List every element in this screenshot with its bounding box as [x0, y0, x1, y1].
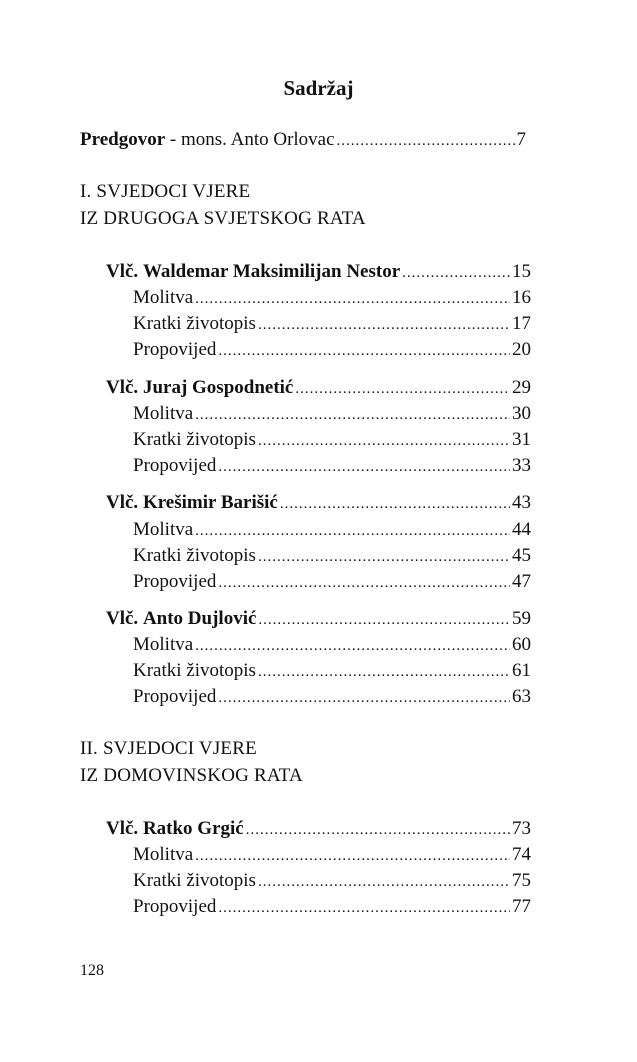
- toc-entry-sub: [133, 570, 531, 594]
- person-name: Krešimir Barišić: [142, 492, 278, 513]
- person-prefix: Vlč.: [106, 261, 139, 282]
- entry-label: Propovijed: [133, 571, 217, 592]
- toc-entry-sub: [133, 843, 531, 867]
- leader-dots: [258, 545, 510, 569]
- page-number: 60: [512, 634, 531, 655]
- toc-entry-sub: [133, 518, 531, 542]
- section-heading-line: II. SVJEDOCI VJERE: [80, 738, 257, 759]
- toc-entry-sub: [133, 685, 531, 709]
- leader-dots: [337, 129, 515, 153]
- person-prefix: Vlč.: [106, 818, 139, 839]
- toc-entry-person: [106, 376, 531, 400]
- toc-entry-sub: [133, 633, 531, 657]
- leader-dots: [195, 844, 510, 868]
- person-name: Waldemar Maksimilijan Nestor: [142, 261, 401, 282]
- page-number: 31: [512, 429, 531, 450]
- page-number: 61: [512, 660, 531, 681]
- leader-dots: [258, 870, 510, 894]
- leader-dots: [218, 896, 510, 920]
- page-number: 47: [512, 571, 531, 592]
- leader-dots: [258, 660, 510, 684]
- toc-entry-sub: [133, 544, 531, 568]
- toc-entry-sub: [133, 428, 531, 452]
- person-prefix: Vlč.: [106, 377, 139, 398]
- section-heading-1: [80, 178, 366, 232]
- entry-label: Propovijed: [133, 339, 217, 360]
- page-number: 73: [512, 818, 531, 839]
- page-number: 45: [512, 545, 531, 566]
- page-number: 59: [512, 608, 531, 629]
- page-folio: 128: [80, 962, 104, 979]
- section-heading-line: IZ DRUGOGA SVJETSKOG RATA: [80, 208, 366, 229]
- entry-label: Kratki životopis: [133, 870, 256, 891]
- page-number: 7: [516, 129, 526, 150]
- preface-title: Predgovor: [80, 129, 166, 150]
- page-number: 43: [512, 492, 531, 513]
- leader-dots: [195, 403, 510, 427]
- leader-dots: [258, 608, 510, 632]
- entry-label: Kratki životopis: [133, 545, 256, 566]
- entry-label: Molitva: [133, 287, 194, 308]
- page-number: 75: [512, 870, 531, 891]
- page-number: 17: [512, 313, 531, 334]
- entry-label: Kratki životopis: [133, 313, 256, 334]
- toc-entry-sub: [133, 659, 531, 683]
- leader-dots: [218, 571, 510, 595]
- person-name: Juraj Gospodnetić: [142, 377, 294, 398]
- entry-label: Molitva: [133, 403, 194, 424]
- toc-entry-person: [106, 491, 531, 515]
- entry-label: Molitva: [133, 844, 194, 865]
- entry-label: Kratki životopis: [133, 429, 256, 450]
- page-number: 16: [512, 287, 531, 308]
- page-number: 29: [512, 377, 531, 398]
- preface-author: - mons. Anto Orlovac: [165, 129, 335, 150]
- toc-entry-sub: [133, 895, 531, 919]
- entry-label: Kratki životopis: [133, 660, 256, 681]
- entry-label: Propovijed: [133, 896, 217, 917]
- section-heading-2: [80, 735, 303, 789]
- page-number: 44: [512, 519, 531, 540]
- leader-dots: [218, 686, 510, 710]
- toc-entry-sub: [133, 402, 531, 426]
- leader-dots: [246, 818, 510, 842]
- toc-entry-sub: [133, 338, 531, 362]
- toc-entry-person: [106, 260, 531, 284]
- page-number: 74: [512, 844, 531, 865]
- toc-entry-sub: [133, 312, 531, 336]
- page-number: 30: [512, 403, 531, 424]
- leader-dots: [195, 634, 510, 658]
- person-name: Ratko Grgić: [142, 818, 244, 839]
- leader-dots: [218, 339, 510, 363]
- leader-dots: [280, 492, 510, 516]
- toc-entry-sub: [133, 286, 531, 310]
- entry-label: Propovijed: [133, 686, 217, 707]
- toc-entry-sub: [133, 869, 531, 893]
- leader-dots: [195, 287, 510, 311]
- page-number: 33: [512, 455, 531, 476]
- page-title: Sadržaj: [283, 76, 354, 100]
- entry-label: Molitva: [133, 519, 194, 540]
- page-number: 77: [512, 896, 531, 917]
- leader-dots: [195, 519, 510, 543]
- toc-entry-person: [106, 607, 531, 631]
- toc-entry-preface: [80, 128, 526, 152]
- leader-dots: [402, 261, 510, 285]
- page-number: 15: [512, 261, 531, 282]
- leader-dots: [258, 429, 510, 453]
- entry-label: Propovijed: [133, 455, 217, 476]
- toc-entry-person: [106, 817, 531, 841]
- leader-dots: [295, 377, 510, 401]
- person-prefix: Vlč.: [106, 608, 139, 629]
- leader-dots: [258, 313, 510, 337]
- toc-entry-sub: [133, 454, 531, 478]
- person-prefix: Vlč.: [106, 492, 139, 513]
- person-name: Anto Dujlović: [142, 608, 257, 629]
- section-heading-line: IZ DOMOVINSKOG RATA: [80, 765, 303, 786]
- entry-label: Molitva: [133, 634, 194, 655]
- section-heading-line: I. SVJEDOCI VJERE: [80, 181, 251, 202]
- page-number: 20: [512, 339, 531, 360]
- leader-dots: [218, 455, 510, 479]
- page-number: 63: [512, 686, 531, 707]
